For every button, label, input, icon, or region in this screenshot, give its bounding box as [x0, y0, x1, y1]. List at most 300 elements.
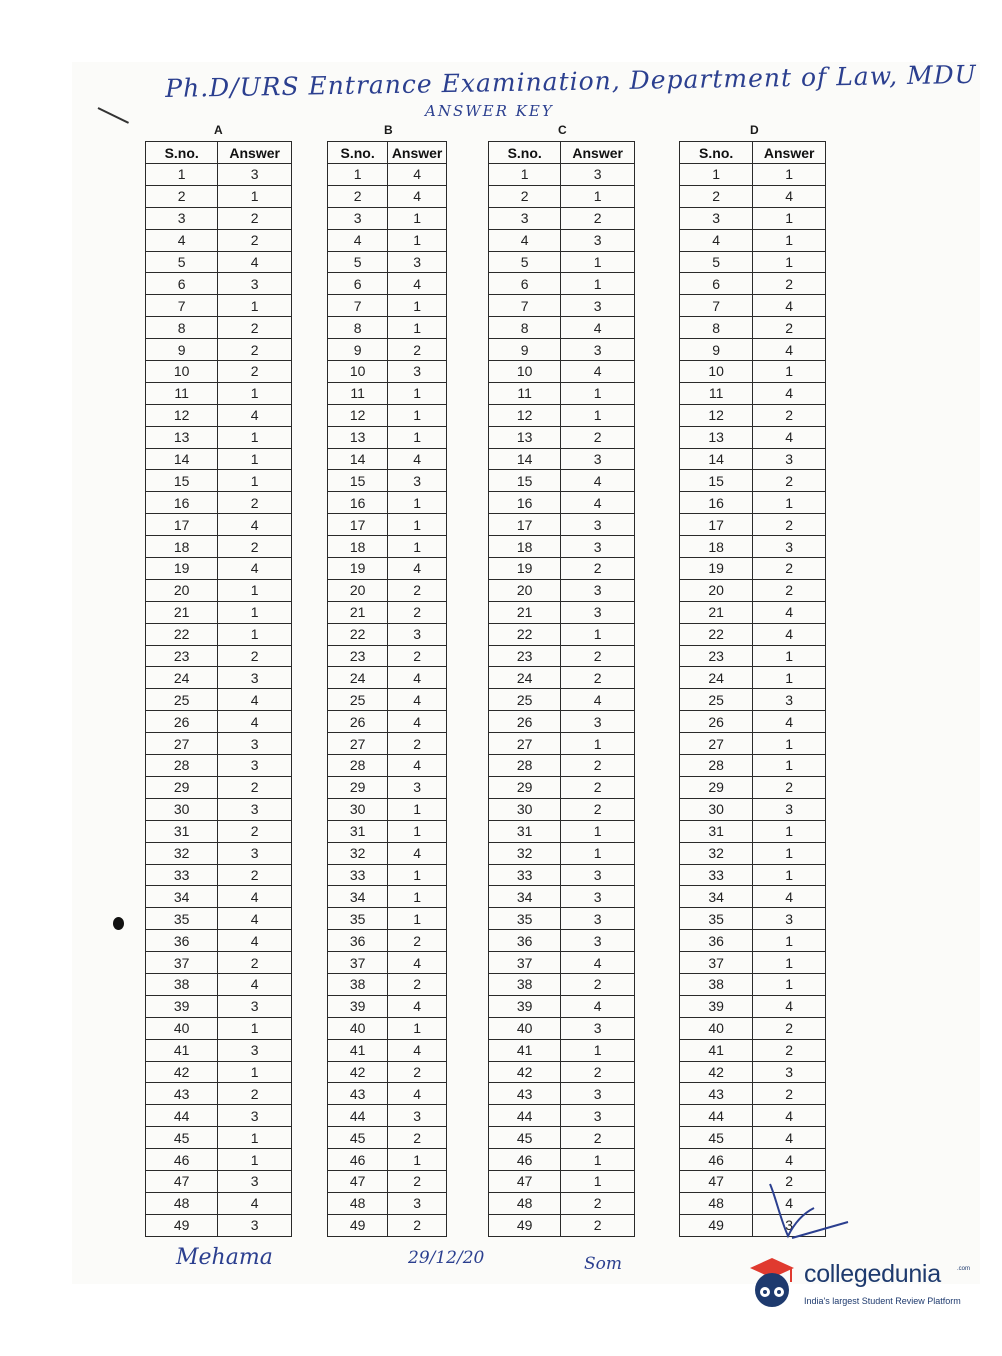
answer-value: 4	[218, 973, 292, 995]
table-row	[489, 185, 635, 207]
question-number: 24	[328, 667, 388, 689]
answer-value: 1	[561, 733, 635, 755]
answer-value: 1	[561, 842, 635, 864]
answer-table-b	[327, 141, 447, 1237]
table-row	[489, 558, 635, 580]
question-number: 44	[489, 1105, 561, 1127]
answer-value: 2	[753, 579, 826, 601]
answer-value: 4	[218, 689, 292, 711]
table-row	[328, 1039, 447, 1061]
question-number: 5	[680, 251, 753, 273]
question-number: 25	[489, 689, 561, 711]
question-number: 18	[680, 536, 753, 558]
table-row	[489, 1017, 635, 1039]
table-row	[146, 579, 292, 601]
table-row	[489, 164, 635, 186]
question-number: 23	[146, 645, 218, 667]
question-number: 8	[489, 317, 561, 339]
answer-value: 2	[388, 601, 447, 623]
table-row	[328, 645, 447, 667]
answer-value: 2	[561, 798, 635, 820]
question-number: 10	[489, 361, 561, 383]
table-row	[489, 382, 635, 404]
answer-value: 4	[753, 185, 826, 207]
question-number: 23	[489, 645, 561, 667]
answer-value: 4	[388, 164, 447, 186]
table-row	[489, 1149, 635, 1171]
question-number: 34	[328, 886, 388, 908]
question-number: 9	[146, 339, 218, 361]
table-row	[146, 1149, 292, 1171]
table-row	[146, 339, 292, 361]
document-title: Ph.D/URS Entrance Examination, Department of Law, MDU	[165, 59, 977, 103]
question-number: 14	[146, 448, 218, 470]
question-number: 37	[146, 952, 218, 974]
answer-value: 2	[218, 536, 292, 558]
table-row	[489, 1170, 635, 1192]
table-row	[328, 842, 447, 864]
table-row	[328, 908, 447, 930]
table-row	[146, 317, 292, 339]
question-number: 16	[146, 492, 218, 514]
question-number: 37	[489, 952, 561, 974]
question-number: 30	[489, 798, 561, 820]
table-row	[146, 361, 292, 383]
table-row	[146, 164, 292, 186]
table-row	[328, 579, 447, 601]
question-number: 40	[328, 1017, 388, 1039]
question-number: 15	[328, 470, 388, 492]
question-number: 42	[680, 1061, 753, 1083]
question-number: 11	[328, 382, 388, 404]
answer-value: 4	[218, 886, 292, 908]
question-number: 45	[328, 1127, 388, 1149]
answer-value: 1	[753, 251, 826, 273]
question-number: 49	[328, 1214, 388, 1236]
table-row	[680, 1083, 826, 1105]
question-number: 23	[328, 645, 388, 667]
question-number: 3	[489, 207, 561, 229]
question-number: 13	[489, 426, 561, 448]
question-number: 29	[489, 776, 561, 798]
answer-value: 3	[218, 667, 292, 689]
document-subtitle: ANSWER KEY	[425, 102, 554, 120]
table-row	[680, 317, 826, 339]
answer-value: 4	[753, 886, 826, 908]
answer-value: 4	[753, 339, 826, 361]
answer-value: 4	[753, 1127, 826, 1149]
answer-value: 2	[218, 492, 292, 514]
question-number: 9	[328, 339, 388, 361]
question-number: 33	[680, 864, 753, 886]
answer-value: 2	[561, 1127, 635, 1149]
answer-value: 3	[753, 1061, 826, 1083]
question-number: 30	[328, 798, 388, 820]
table-row	[328, 426, 447, 448]
question-number: 49	[489, 1214, 561, 1236]
answer-value: 4	[218, 514, 292, 536]
question-number: 10	[146, 361, 218, 383]
collegedunia-watermark	[744, 1252, 974, 1322]
answer-value: 1	[218, 448, 292, 470]
column-header-answer: Answer	[388, 142, 447, 164]
answer-value: 3	[218, 842, 292, 864]
answer-value: 3	[218, 1214, 292, 1236]
answer-table-c	[488, 141, 635, 1237]
question-number: 39	[680, 995, 753, 1017]
table-row	[328, 973, 447, 995]
question-number: 40	[489, 1017, 561, 1039]
question-number: 27	[680, 733, 753, 755]
collegedunia-logo-icon	[744, 1254, 800, 1312]
question-number: 40	[680, 1017, 753, 1039]
table-row	[680, 339, 826, 361]
verification-tick-mark	[762, 1178, 852, 1258]
question-number: 27	[146, 733, 218, 755]
table-row	[489, 864, 635, 886]
question-number: 20	[328, 579, 388, 601]
table-row	[489, 448, 635, 470]
table-row	[680, 1061, 826, 1083]
question-number: 45	[680, 1127, 753, 1149]
answer-value: 2	[753, 558, 826, 580]
answer-value: 3	[753, 1214, 826, 1236]
question-number: 39	[328, 995, 388, 1017]
question-number: 17	[680, 514, 753, 536]
question-number: 12	[489, 404, 561, 426]
table-row	[328, 733, 447, 755]
answer-table-a	[145, 141, 292, 1237]
answer-value: 3	[561, 1017, 635, 1039]
question-number: 7	[328, 295, 388, 317]
question-number: 2	[328, 185, 388, 207]
answer-value: 3	[561, 164, 635, 186]
answer-value: 2	[561, 1214, 635, 1236]
answer-value: 2	[218, 864, 292, 886]
table-row	[328, 361, 447, 383]
question-number: 47	[489, 1170, 561, 1192]
answer-value: 1	[753, 361, 826, 383]
table-row	[146, 886, 292, 908]
table-row	[489, 426, 635, 448]
table-row	[146, 952, 292, 974]
question-number: 32	[680, 842, 753, 864]
answer-value: 4	[388, 448, 447, 470]
answer-value: 4	[561, 952, 635, 974]
question-number: 30	[146, 798, 218, 820]
table-row	[146, 295, 292, 317]
answer-value: 3	[561, 339, 635, 361]
answer-value: 3	[561, 536, 635, 558]
table-row	[680, 361, 826, 383]
question-number: 3	[146, 207, 218, 229]
table-row	[489, 1105, 635, 1127]
question-number: 28	[328, 755, 388, 777]
table-row	[146, 776, 292, 798]
question-number: 1	[680, 164, 753, 186]
answer-value: 4	[561, 470, 635, 492]
answer-value: 3	[388, 470, 447, 492]
column-header-sno: S.no.	[328, 142, 388, 164]
question-number: 36	[328, 930, 388, 952]
table-row	[146, 1214, 292, 1236]
table-row	[680, 711, 826, 733]
table-row	[146, 536, 292, 558]
column-header-sno: S.no.	[489, 142, 561, 164]
answer-value: 1	[218, 1127, 292, 1149]
answer-value: 3	[561, 229, 635, 251]
table-row	[328, 404, 447, 426]
question-number: 32	[328, 842, 388, 864]
answer-table-d	[679, 141, 826, 1237]
table-row	[328, 295, 447, 317]
table-row	[489, 755, 635, 777]
answer-value: 2	[753, 470, 826, 492]
table-row	[328, 864, 447, 886]
question-number: 8	[680, 317, 753, 339]
table-row	[680, 952, 826, 974]
question-number: 35	[680, 908, 753, 930]
question-number: 19	[328, 558, 388, 580]
answer-value: 4	[753, 1105, 826, 1127]
question-number: 41	[146, 1039, 218, 1061]
question-number: 45	[146, 1127, 218, 1149]
answer-value: 3	[388, 1105, 447, 1127]
answer-value: 3	[753, 689, 826, 711]
question-number: 16	[489, 492, 561, 514]
table-row	[489, 1061, 635, 1083]
question-number: 19	[680, 558, 753, 580]
table-row	[489, 404, 635, 426]
answer-value: 2	[218, 339, 292, 361]
answer-value: 3	[561, 886, 635, 908]
table-row	[680, 426, 826, 448]
table-row	[146, 623, 292, 645]
answer-value: 1	[753, 952, 826, 974]
table-row	[489, 579, 635, 601]
answer-value: 1	[388, 295, 447, 317]
question-number: 34	[680, 886, 753, 908]
question-number: 18	[489, 536, 561, 558]
question-number: 42	[328, 1061, 388, 1083]
question-number: 24	[146, 667, 218, 689]
question-number: 33	[489, 864, 561, 886]
answer-value: 3	[388, 361, 447, 383]
question-number: 44	[328, 1105, 388, 1127]
answer-value: 2	[388, 733, 447, 755]
answer-value: 4	[388, 1039, 447, 1061]
answer-value: 1	[753, 207, 826, 229]
answer-value: 1	[561, 623, 635, 645]
question-number: 28	[489, 755, 561, 777]
table-row	[146, 185, 292, 207]
set-label-c: C	[558, 123, 567, 137]
question-number: 33	[328, 864, 388, 886]
table-row	[680, 864, 826, 886]
answer-value: 1	[218, 470, 292, 492]
answer-value: 1	[388, 820, 447, 842]
answer-value: 3	[561, 1105, 635, 1127]
question-number: 27	[328, 733, 388, 755]
table-row	[489, 339, 635, 361]
answer-value: 1	[388, 886, 447, 908]
table-row	[146, 470, 292, 492]
table-row	[489, 536, 635, 558]
table-row	[146, 207, 292, 229]
question-number: 36	[146, 930, 218, 952]
question-number: 43	[489, 1083, 561, 1105]
answer-value: 4	[753, 426, 826, 448]
answer-value: 1	[388, 864, 447, 886]
table-row	[489, 886, 635, 908]
answer-value: 4	[388, 185, 447, 207]
table-row	[489, 273, 635, 295]
question-number: 5	[489, 251, 561, 273]
question-number: 16	[328, 492, 388, 514]
question-number: 46	[146, 1149, 218, 1171]
answer-value: 1	[388, 1149, 447, 1171]
question-number: 49	[146, 1214, 218, 1236]
answer-value: 1	[561, 820, 635, 842]
question-number: 43	[146, 1083, 218, 1105]
answer-value: 2	[388, 1127, 447, 1149]
column-header-sno: S.no.	[146, 142, 218, 164]
table-row	[146, 864, 292, 886]
answer-value: 2	[388, 1170, 447, 1192]
answer-value: 2	[218, 776, 292, 798]
question-number: 21	[146, 601, 218, 623]
table-row	[489, 1127, 635, 1149]
question-number: 26	[328, 711, 388, 733]
question-number: 26	[146, 711, 218, 733]
question-number: 6	[489, 273, 561, 295]
question-number: 15	[489, 470, 561, 492]
table-row	[328, 514, 447, 536]
answer-value: 2	[753, 1039, 826, 1061]
question-number: 25	[328, 689, 388, 711]
answer-value: 4	[561, 317, 635, 339]
question-number: 48	[489, 1192, 561, 1214]
table-row	[489, 930, 635, 952]
answer-value: 4	[561, 689, 635, 711]
table-row	[146, 1105, 292, 1127]
table-row	[328, 470, 447, 492]
answer-value: 2	[561, 755, 635, 777]
question-number: 31	[328, 820, 388, 842]
question-number: 5	[328, 251, 388, 273]
answer-value: 4	[561, 361, 635, 383]
answer-value: 4	[753, 623, 826, 645]
answer-value: 3	[561, 601, 635, 623]
set-label-d: D	[750, 123, 759, 137]
question-number: 20	[489, 579, 561, 601]
table-row	[328, 339, 447, 361]
table-row	[489, 317, 635, 339]
table-row	[328, 1083, 447, 1105]
table-row	[489, 973, 635, 995]
question-number: 42	[146, 1061, 218, 1083]
answer-value: 4	[218, 251, 292, 273]
question-number: 31	[680, 820, 753, 842]
answer-value: 1	[753, 755, 826, 777]
table-row	[680, 185, 826, 207]
table-row	[328, 207, 447, 229]
answer-value: 3	[218, 798, 292, 820]
answer-value: 1	[388, 207, 447, 229]
question-number: 44	[146, 1105, 218, 1127]
question-number: 26	[680, 711, 753, 733]
table-row	[146, 1061, 292, 1083]
question-number: 2	[489, 185, 561, 207]
table-row	[680, 251, 826, 273]
question-number: 44	[680, 1105, 753, 1127]
answer-value: 2	[753, 1170, 826, 1192]
table-row	[146, 1083, 292, 1105]
table-row	[328, 448, 447, 470]
answer-value: 1	[388, 382, 447, 404]
answer-value: 3	[561, 295, 635, 317]
question-number: 13	[680, 426, 753, 448]
answer-value: 4	[388, 842, 447, 864]
answer-value: 1	[753, 973, 826, 995]
question-number: 14	[680, 448, 753, 470]
question-number: 43	[328, 1083, 388, 1105]
table-row	[489, 952, 635, 974]
table-row	[146, 930, 292, 952]
question-number: 10	[328, 361, 388, 383]
table-row	[328, 930, 447, 952]
question-number: 1	[328, 164, 388, 186]
table-row	[489, 711, 635, 733]
question-number: 4	[328, 229, 388, 251]
question-number: 9	[680, 339, 753, 361]
table-row	[489, 601, 635, 623]
table-row	[680, 798, 826, 820]
question-number: 25	[680, 689, 753, 711]
table-row	[146, 995, 292, 1017]
table-row	[489, 207, 635, 229]
answer-value: 1	[561, 1039, 635, 1061]
table-row	[146, 251, 292, 273]
question-number: 22	[328, 623, 388, 645]
answer-value: 3	[561, 711, 635, 733]
table-row	[328, 164, 447, 186]
column-header-answer: Answer	[753, 142, 826, 164]
table-row	[146, 1170, 292, 1192]
answer-value: 4	[388, 755, 447, 777]
table-row	[328, 273, 447, 295]
answer-value: 2	[561, 1192, 635, 1214]
table-row	[328, 995, 447, 1017]
table-row	[328, 886, 447, 908]
answer-value: 1	[388, 229, 447, 251]
answer-value: 1	[218, 426, 292, 448]
question-number: 31	[146, 820, 218, 842]
answer-value: 2	[561, 973, 635, 995]
table-row	[680, 886, 826, 908]
answer-value: 2	[218, 952, 292, 974]
table-row	[489, 514, 635, 536]
table-row	[680, 382, 826, 404]
question-number: 13	[146, 426, 218, 448]
table-row	[328, 689, 447, 711]
table-row	[146, 798, 292, 820]
question-number: 18	[146, 536, 218, 558]
answer-value: 1	[388, 1017, 447, 1039]
answer-value: 4	[753, 995, 826, 1017]
table-row	[680, 1105, 826, 1127]
answer-value: 2	[753, 273, 826, 295]
